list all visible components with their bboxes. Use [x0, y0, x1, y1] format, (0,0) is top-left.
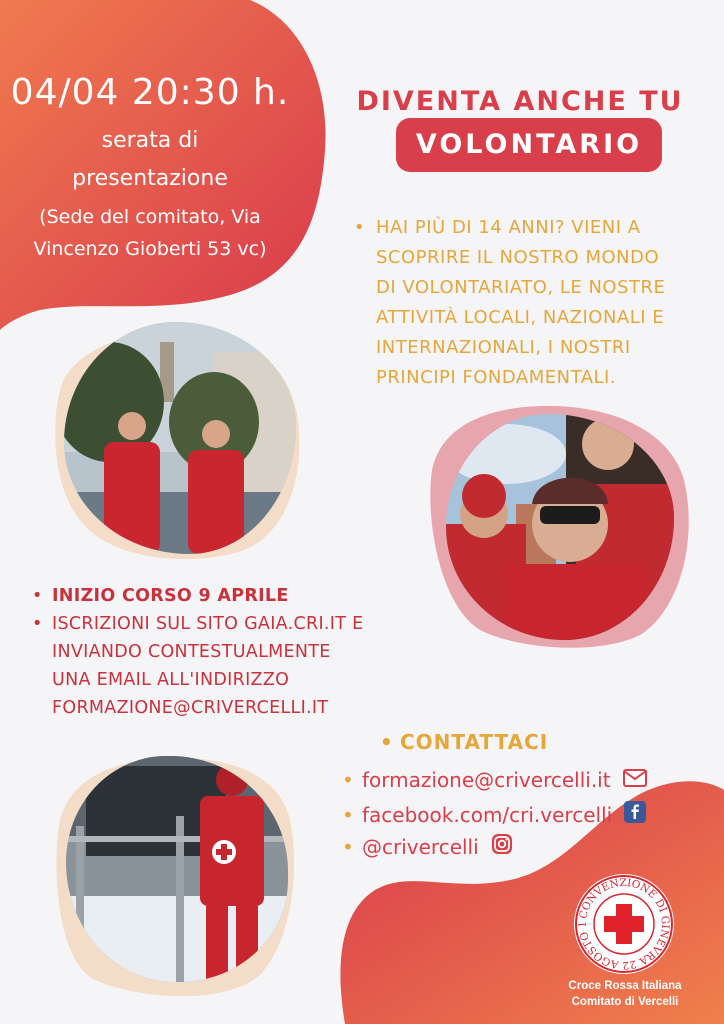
- email-link[interactable]: formazione@crivercelli.it: [362, 768, 611, 792]
- volunteers-photo-2: [446, 414, 674, 640]
- mail-icon: [623, 768, 647, 792]
- instagram-icon: [491, 833, 513, 860]
- intro-line: SCOPRIRE IL NOSTRO MONDO: [376, 247, 660, 268]
- bullet-icon: •: [32, 614, 43, 634]
- intro-line: ATTIVITÀ LOCALI, NAZIONALI E: [376, 307, 665, 328]
- contact-instagram[interactable]: [342, 833, 513, 860]
- event-address-line1: (Sede del comitato, Via: [39, 206, 261, 228]
- volunteer-photo-3: [66, 756, 288, 982]
- contact-email[interactable]: [342, 768, 647, 792]
- logo-caption-1: Croce Rossa Italiana: [568, 980, 682, 992]
- event-title-line1: serata di: [101, 128, 199, 153]
- intro-line: DI VOLONTARIATO, LE NOSTRE: [376, 277, 666, 298]
- facebook-link[interactable]: facebook.com/cri.vercelli: [362, 802, 613, 827]
- registration-email: FORMAZIONE@CRIVERCELLI.IT: [52, 698, 329, 718]
- contact-facebook[interactable]: [342, 801, 646, 828]
- volunteers-photo-1: [64, 322, 296, 554]
- bullet-icon: •: [342, 802, 354, 827]
- registration-line: ISCRIZIONI SUL SITO GAIA.CRI.IT E: [52, 614, 364, 634]
- intro-line: HAI PIÙ DI 14 ANNI? VIENI A: [376, 217, 641, 238]
- course-info: [32, 582, 412, 722]
- course-start: INIZIO CORSO 9 APRILE: [52, 586, 289, 606]
- intro-line: INTERNAZIONALI, I NOSTRI: [376, 337, 631, 358]
- event-address-line2: Vincenzo Gioberti 53 vc): [33, 238, 267, 260]
- bullet-icon: •: [342, 834, 354, 859]
- logo-caption-2: Comitato di Vercelli: [571, 996, 679, 1008]
- bullet-icon: •: [32, 586, 43, 606]
- contacts-heading: • CONTATTACI: [380, 730, 549, 754]
- event-title-line2: presentazione: [72, 166, 228, 191]
- headline-pill: VOLONTARIO: [396, 118, 662, 172]
- bullet-icon: •: [342, 768, 354, 792]
- intro-line: PRINCIPI FONDAMENTALI.: [376, 367, 617, 388]
- bullet-icon: •: [354, 217, 366, 238]
- top-left-blob: [0, 0, 326, 330]
- headline: DIVENTA ANCHE TU: [356, 86, 684, 117]
- registration-line: UNA EMAIL ALL'INDIRIZZO: [52, 670, 290, 690]
- facebook-icon: [624, 801, 646, 828]
- intro-text: [354, 213, 696, 393]
- event-date: 04/04 20:30 h.: [10, 72, 290, 113]
- logo-ring-text: CONVENZIONE DI GINEVRA 22 AGOSTO 1: [576, 876, 672, 972]
- instagram-link[interactable]: @crivercelli: [362, 834, 479, 859]
- registration-line: INVIANDO CONTESTUALMENTE: [52, 642, 331, 662]
- red-cross-logo: [572, 872, 676, 976]
- bullet-icon: •: [380, 730, 394, 754]
